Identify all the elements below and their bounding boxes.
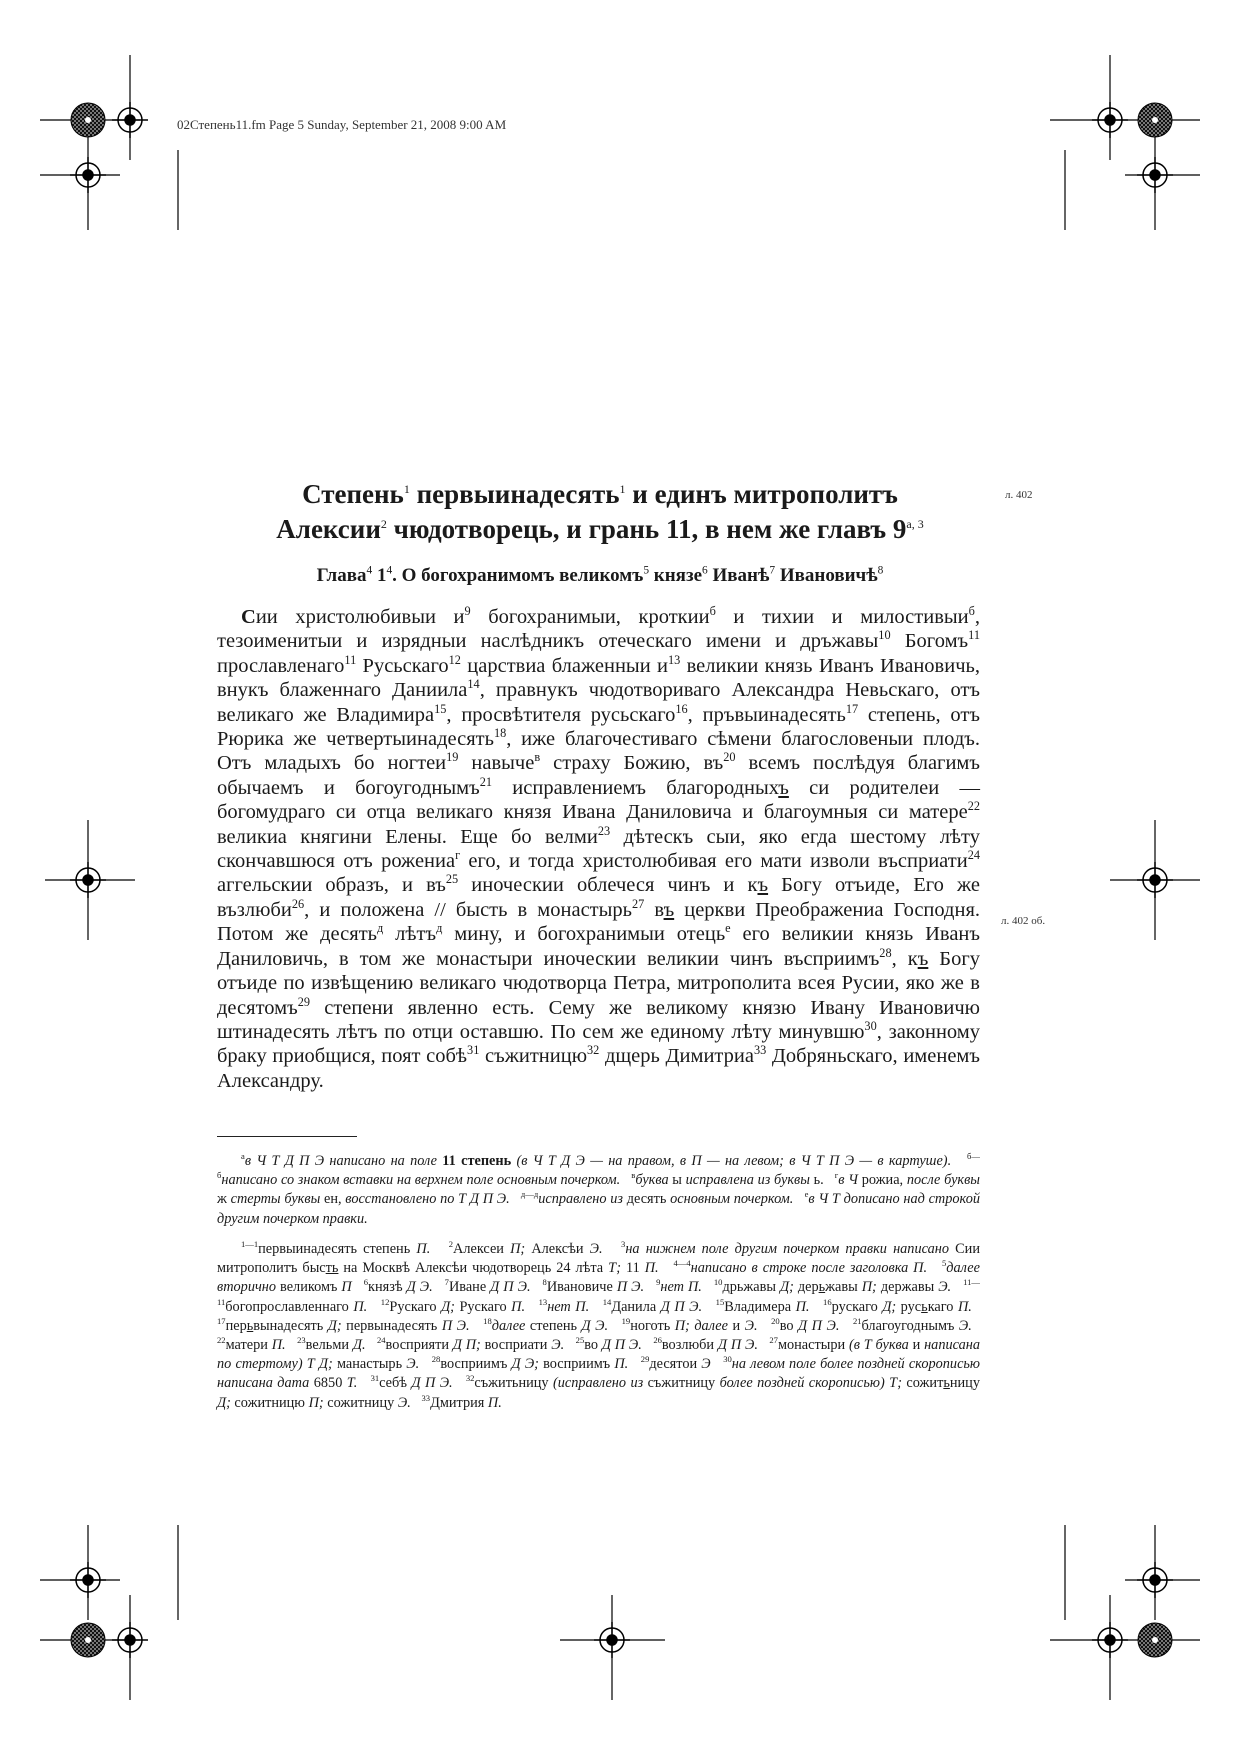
leaf-note: л. 402 bbox=[1005, 489, 1033, 501]
registration-target bbox=[70, 862, 106, 898]
numeric-footnotes: $^{1—1}$первыинадесять степень П. $^2$Алексеи П; Алексѣи Э. $^3$на нижнем поле другим почерком правки написано Сии митрополитъ бысть на Москвѣ Алексѣи чюдотворець 24 лѣта Т; 11 П. $^{4—4}$написано в строке после заголовка П. $^5$далее вторично великомъ П $^6$князѣ Д Э. $^7$Иване Д П Э. $^8$Ивановиче П Э. $^9$нет П. $^{10}$дрьжавы Д; дерьжавы П; державы Э. $^{11—11}$богопрославленнаго П. $^{12}$Рускаго Д; Рускаго П. $^{13}$нет П. $^{14}$Данила Д П Э. $^{15}$Владимера П. $^{16}$рускаго Д; руськаго П. $^{17}$перьвынадесять Д; первынадесять П Э. $^{18}$далее степень Д Э. $^{19}$ноготь П; далее и Э. $^{20}$во Д П Э. $^{21}$благоугоднымъ Э. $^{22}$матери П. $^{23}$вельми Д. $^{24}$восприяти Д П; восприати Э. $^{25}$во Д П Э. $^{26}$возлюби Д П Э. $^{27}$монастыри (в Т буква и написана по стертому) Т Д; манастырь Э. $^{28}$восприимъ Д Э; восприимъ П. $^{29}$десятои Э $^{30}$на левом поле более поздней скорописью написана дата 6850 Т. $^{31}$себѣ Д П Э. $^{32}$съжитьницу (исправлено из съжитницу более поздней скорописью) Т; сожитьницу Д; сожитницю П; сожитницу Э. $^{33}$Дмитрия П. bbox=[217, 1239, 980, 1411]
registration-target bbox=[1137, 862, 1173, 898]
footnote-divider bbox=[217, 1136, 357, 1137]
registration-target bbox=[1092, 1622, 1128, 1658]
registration-target bbox=[594, 1622, 630, 1658]
registration-target bbox=[112, 1622, 148, 1658]
registration-target bbox=[70, 157, 106, 193]
star-target bbox=[1138, 1623, 1172, 1657]
registration-target bbox=[1137, 1562, 1173, 1598]
star-target bbox=[71, 1623, 105, 1657]
registration-target bbox=[112, 102, 148, 138]
main-text: Сии христолюбивыи $и^9$ богохранимыи, кроткии$^б$ и тихии и милостивыи$^б$, тезоименитыи и изрядныи наслѣдникъ отеческаго имени и дръжавы$^{10}$ Богомъ$^{11}$ прославленаго$^{11}$ Русьскаго$^{12}$ царствиа блаженныи $и^{13}$ великии князь Иванъ Ивановичь, внукъ блаженнаго Даниила$^{14}$, правнукъ чюдотвориваго Александра Невьскаго, отъ великаго же Владимира$^{15}$, просвѣтителя русьскаго$^{16}$, пръвыинадесять$^{17}$ степень, отъ Рюрика же четвертыинадесять$^{18}$, иже благочестиваго сѣмени благословеныи плодъ. Отъ младыхъ бо ногтеи$^{19}$ навыче$^в$ страху Божию, $въ^{20}$ всемъ послѣдуя благимъ обычаемъ и богоугоднымъ$^{21}$ исправлениемъ благородныхъ си родителеи — богомудраго си отца великаго князя Ивана Даниловича и благоумныя си матере$^{22}$ великиа княгини Елены. Еще бо велми$^{23}$ дѣтескъ сыи, яко егда шестому лѣту скончавшюся отъ рожениа$^г$ его, и тогда христолюбивая его мати изволи въсприати$^{24}$ аггельскии образъ, и $въ^{25}$ иноческии облечеся чинъ и къ Богу отъиде, Его же възлюби$^{26}$, и положена // бысть в монастырь$^{27}$ въ церкви Преображениа Господня. Потом же десять$^д$ лѣтъ$^д$ мину, и богохранимыи отець$^е$ его великии князь Иванъ Даниловичь, в том же монастыри иноческии великии чинъ въсприимъ$^{28}$, къ Богу отъиде по извѣщению великаго чюдотворца Петра, митрополита всея Русии, яко же в десятомъ$^{29}$ степени явленно есть. Сему же великому князю Ивану Ивановичю штинадесять лѣтъ по отци оставшю. По сем же единому лѣту минувшю$^{30}$, законному браку приобщися, поят собѣ$^{31}$ съжитницю$^{32}$ дщерь Димитриа$^{33}$ Добряньскаго, именемъ Александру. bbox=[217, 604, 981, 1092]
page-title: Степень$^1$ первыинадесять$^1$ и единъ митрополитъ Алексии$^2$ чюдотворець, и грань 11, в нем же главъ $9^{а, 3}$ bbox=[276, 479, 924, 544]
chapter-heading: Глава$^4$ $1^4$. О богохранимомъ великомъ$^5$ князе$^6$ Иванѣ$^7$ Ивановичѣ$^8$ bbox=[316, 564, 884, 586]
file-header: 02Степень11.fm Page 5 Sunday, September 21, 2008 9:00 AM bbox=[177, 117, 507, 132]
registration-target bbox=[70, 1562, 106, 1598]
letter-footnotes: $^а$в Ч Т Д П Э написано на поле 11 степень (в Ч Т Д Э — на правом, в П — на левом; в Ч Т П Э — в картуше). $^{б—б}$написано со знаком вставки на верхнем поле основным почерком. $^в$буква ы исправлена из буквы ь. $^г$в Ч рожиа, после буквы ж стерты буквы ен, восстановлено по Т Д П Э. $^{д—д}$исправлено из десять основным почерком. $^е$в Ч Т дописано над строкой другим почерком правки. bbox=[217, 1151, 980, 1227]
leaf-note: л. 402 об. bbox=[1001, 915, 1046, 927]
registration-target bbox=[1092, 102, 1128, 138]
registration-target bbox=[1137, 157, 1173, 193]
star-target bbox=[71, 103, 105, 137]
star-target bbox=[1138, 103, 1172, 137]
